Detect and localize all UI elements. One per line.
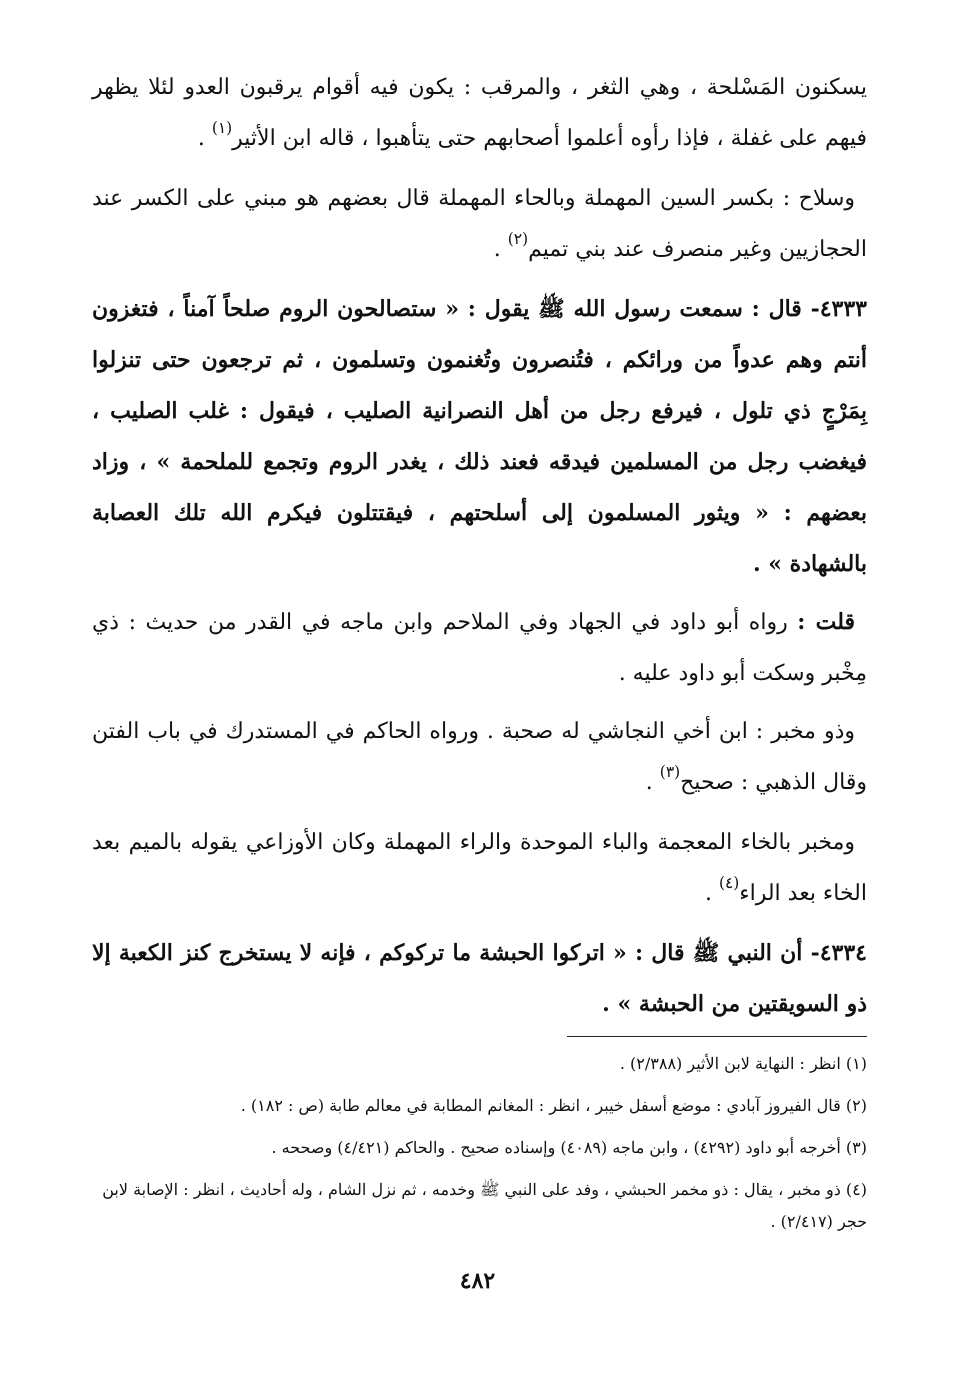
paragraph-tail: . xyxy=(493,237,508,262)
paragraph-tail: . xyxy=(704,881,719,906)
page-number: ٤٨٢ xyxy=(459,1268,496,1294)
paragraph-5 xyxy=(92,706,867,810)
paragraph-text: وسلاح : بكسر السين المهملة وبالحاء المهملة قال بعضهم هو مبني على الكسر عند الحجازيين وغير منصرف عند بني تميم xyxy=(92,186,867,262)
footnote-2: (٢) قال الفيروز آبادي : موضع أسفل خيبر ، انظر : المغانم المطابة في معالم طابة (ص : ١٨٢) . xyxy=(240,1096,867,1115)
footnote-1: (١) انظر : النهاية لابن الأثير (٢/٣٨٨) . xyxy=(619,1054,867,1073)
hadith-4333 xyxy=(92,284,867,590)
footnote-4: (٤) ذو مخبر ، يقال : ذو مخمر الحبشي ، وفد على النبي ﷺ وخدمه ، ثم نزل الشام ، وله أحاديث ، انظر : الإصابة لابن حجر (٢/٤١٧) . xyxy=(102,1180,867,1231)
hadith-text: ٤٣٣٣- قال : سمعت رسول الله ﷺ يقول : « ستصالحون الروم صلحاً آمناً ، فتغزون أنتم وهم عدواً من ورائكم ، فتُنصرون وتُغنمون وتسلمون ، ثم ترجعون حتى تنزلوا بِمَرْجٍ ذي تلول ، فيرفع رجل من أهل النصرانية الصليب ، فيقول : غلب الصليب ، فيغضب رجل من المسلمين فيدقه فعند ذلك ، يغدر الروم وتجمع للملحمة » ، وزاد بعضهم : « ويثور المسلمون إلى أسلحتهم ، فيقتتلون فيكرم الله تلك العصابة بالشهادة » . xyxy=(92,296,867,577)
paragraph-tail: . xyxy=(645,770,660,795)
hadith-text: ٤٣٣٤- أن النبي ﷺ قال : « اتركوا الحبشة ما تركوكم ، فإنه لا يستخرج كنز الكعبة إلا ذو السويقتين من الحبشة » . xyxy=(92,940,867,1017)
paragraph-1 xyxy=(92,62,867,166)
paragraph-text: يسكنون المَسْلحة ، وهي الثغر ، والمرقب : يكون فيه أقوام يرقبون العدو لئلا يظهر فيهم على غفلة ، فإذا رأوه أعلموا أصحابهم حتى يتأهبوا ، قاله ابن الأثير xyxy=(92,75,867,151)
footnote-3: (٣) أخرجه أبو داود (٤٢٩٢) ، وابن ماجه (٤٠٨٩) وإسناده صحيح . والحاكم (٤/٤٢١) وصححه . xyxy=(271,1138,867,1157)
footnotes xyxy=(92,1054,867,1260)
paragraph-text: رواه أبو داود في الجهاد وفي الملاحم وابن ماجه في القدر من حديث : ذي مِخْبر وسكت أبو داود عليه . xyxy=(92,610,867,686)
main-text xyxy=(92,62,867,1037)
footnote-ref-2[interactable]: (٢) xyxy=(507,230,529,249)
paragraph-2 xyxy=(92,173,867,277)
paragraph-4 xyxy=(92,597,867,699)
paragraph-6 xyxy=(92,817,867,921)
paragraph-tail: . xyxy=(197,126,212,151)
paragraph-text: وذو مخبر : ابن أخي النجاشي له صحبة . ورواه الحاكم في المستدرك في باب الفتن وقال الذهبي : صحيح xyxy=(92,719,867,795)
lead-word: قلت : xyxy=(797,609,855,635)
footnote-ref-3[interactable]: (٣) xyxy=(659,763,681,782)
footnote-ref-4[interactable]: (٤) xyxy=(718,874,740,893)
paragraph-text: ومخبر بالخاء المعجمة والباء الموحدة والراء المهملة وكان الأوزاعي يقوله بالميم بعد الخاء بعد الراء xyxy=(92,830,867,906)
footnote-separator xyxy=(567,1036,867,1037)
footnote-ref-1[interactable]: (١) xyxy=(211,119,233,138)
hadith-4334 xyxy=(92,928,867,1030)
